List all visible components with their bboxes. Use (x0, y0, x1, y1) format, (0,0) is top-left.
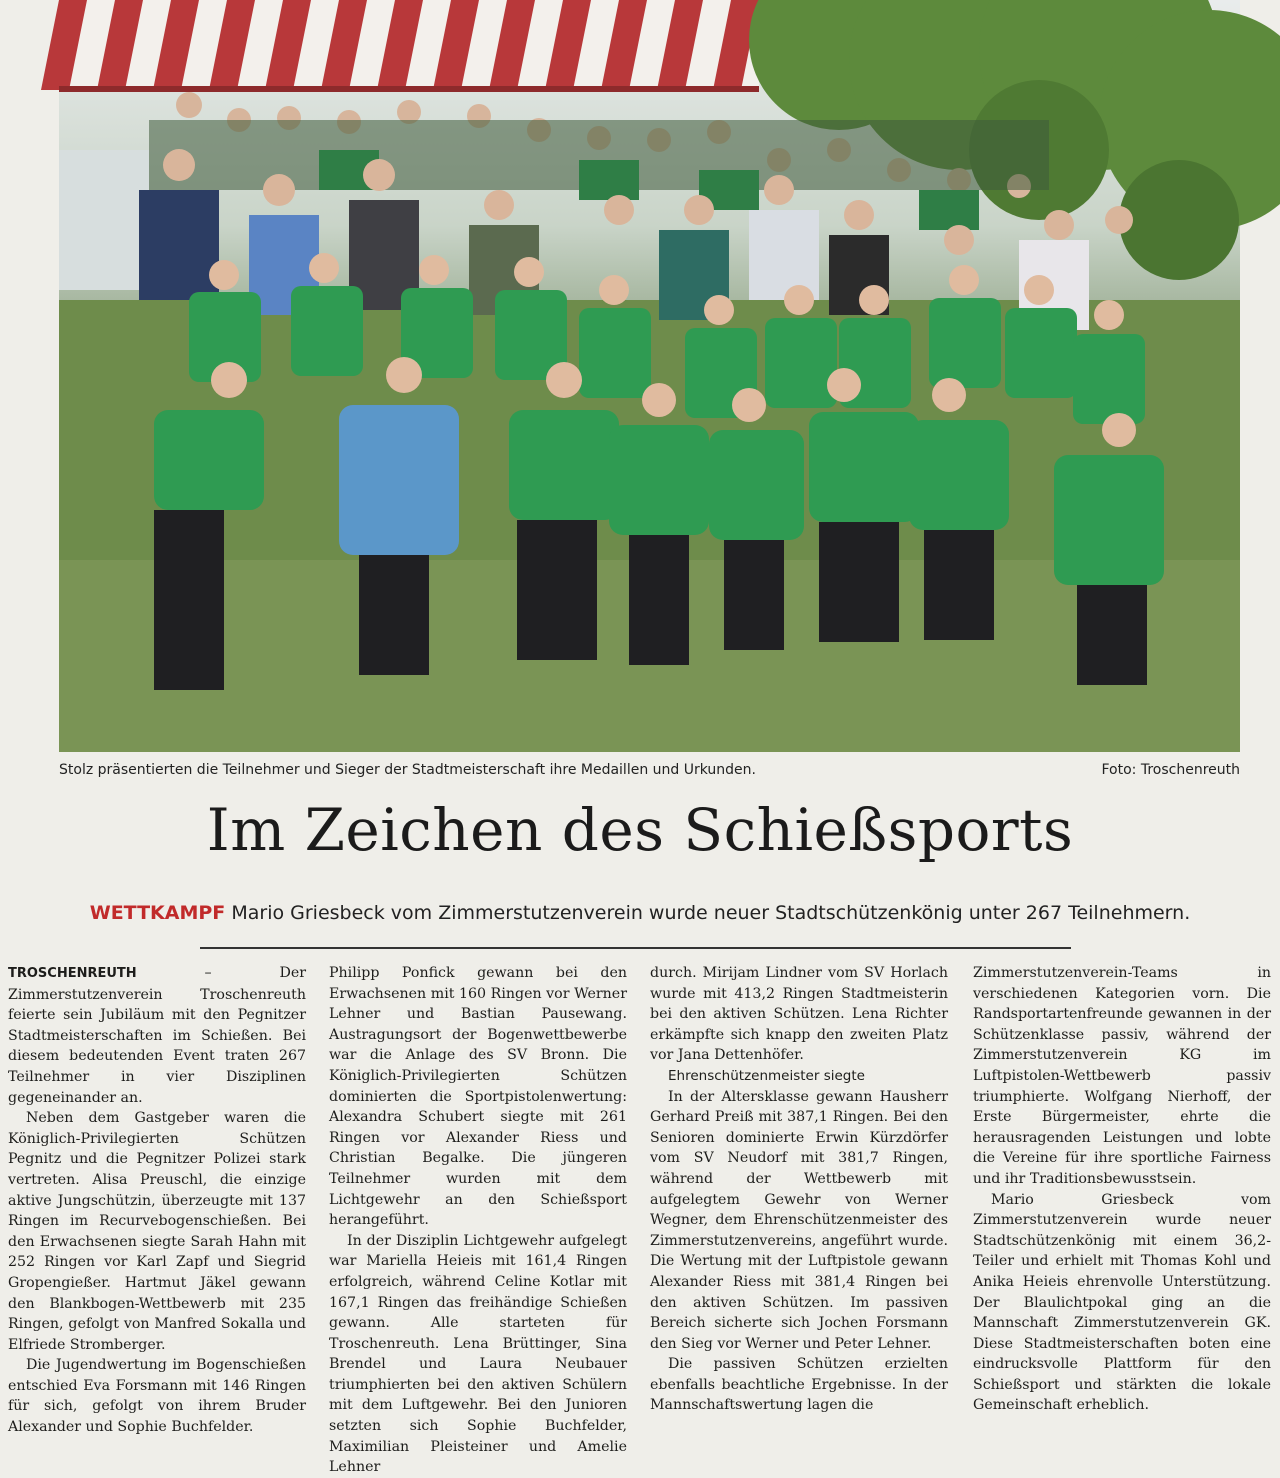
group-photo (59, 0, 1240, 752)
article-subheadline: Mario Griesbeck vom Zimmerstutzenverein wurde neuer Stadtschützenkönig unter 267 Teilnehmern. (231, 902, 1191, 924)
photo-caption-bar (59, 760, 1240, 782)
tent (59, 150, 149, 290)
photo-credit: Foto: Troschenreuth (1101, 762, 1240, 778)
article-column-1 (8, 963, 306, 1453)
photo-caption: Stolz präsentierten die Teilnehmer und Sieger der Stadtmeisterschaft ihre Medaillen und Urkunden. (59, 762, 756, 778)
article-column-3 (650, 963, 948, 1453)
col1-paragraph-1: – Der Zimmerstutzenverein Troschenreuth feierte sein Jubiläum mit den Pegnitzer Stadtmeisterschaften im Schießen. Bei diesem bedeutenden Event traten 267 Teilnehmer in vier Disziplinen gegeneinander an. (8, 965, 306, 1106)
article-column-4 (973, 963, 1271, 1453)
headline-divider (200, 947, 1071, 949)
col2-paragraph-2: In der Disziplin Lichtgewehr aufgelegt war Mariella Heieis mit 161,4 Ringen erfolgreich, während Celine Kotlar mit 167,1 Ringen das freihändige Schießen gewann. Alle starteten für Troschenreuth. Lena Brüttinger, Sina Brendel und Laura Neubauer triumphierten bei den aktiven Schülern mit dem Luftgewehr. Bei den Junioren setzten sich Sophie Buchfelder, Maximilian Pleisteiner und Amelie Lehner (329, 1232, 627, 1476)
awning (41, 0, 759, 92)
col3-paragraph-1: durch. Mirijam Lindner vom SV Horlach wurde mit 413,2 Ringen Stadtmeisterin bei den aktiven Schützen. Lena Richter erkämpfte sich knapp den zweiten Platz vor Jana Dettenhöfer. (650, 965, 948, 1064)
col1-paragraph-3: Die Jugendwertung im Bogenschießen entschied Eva Forsmann mit 146 Ringen für sich, gefolgt von ihrem Bruder Alexander und Sophie Buchfelder. (8, 1357, 306, 1436)
group-photo-illustration (59, 0, 1240, 752)
col4-paragraph-2: Mario Griesbeck vom Zimmerstutzenverein wurde neuer Stadtschützenkönig mit einem 36,2-Teiler und erhielt mit Thomas Kohl und Anika Heieis ehrenvolle Unterstützung. Der Blaulichtpokal ging an die Mannschaft Zimmerstutzenverein GK. Diese Stadtmeisterschaften boten eine eindrucksvolle Plattform für den Schießsport und stärkten die lokale Gemeinschaft erheblich. (973, 1191, 1271, 1414)
article-kicker: WETTKAMPF (89, 902, 226, 924)
col3-paragraph-2: In der Altersklasse gewann Hausherr Gerhard Preiß mit 387,1 Ringen. Bei den Senioren dominierte Erwin Kürzdörfer vom SV Neudorf mit 381,7 Ringen, während der Wettbewerb mit aufgelegtem Gewehr von Werner Wegner, dem Ehrenschützenmeister des Zimmerstutzenvereins, angeführt wurde. Die Wertung mit der Luftpistole gewann Alexander Riess mit 381,4 Ringen bei den aktiven Schützen. Im passiven Bereich sicherte sich Jochen Forsmann den Sieg vor Werner und Peter Lehner. (650, 1088, 948, 1352)
article-headline: Im Zeichen des Schießsports (206, 796, 1074, 864)
article-column-2 (329, 963, 627, 1476)
article-subheadline-line (0, 902, 1280, 924)
article-dateline: TROSCHENREUTH (8, 966, 137, 981)
col2-paragraph-1: Philipp Ponfick gewann bei den Erwachsenen mit 160 Ringen vor Werner Lehner und Bastian Pausewang. Austragungsort der Bogenwettbewerbe war die Anlage des SV Bronn. Die Königlich-Privilegierten Schützen dominierten die Sportpistolenwertung: Alexandra Schubert siegte mit 261 Ringen vor Alexander Riess und Christian Begalke. Die jüngeren Teilnehmer wurden mit dem Lichtgewehr an den Schießsport herangeführt. (329, 965, 627, 1229)
col3-paragraph-3: Die passiven Schützen erzielten ebenfalls beachtliche Ergebnisse. In der Mannschaftswertung lagen die (650, 1356, 948, 1414)
col1-paragraph-2: Neben dem Gastgeber waren die Königlich-Privilegierten Schützen Pegnitz und die Pegnitzer Polizei stark vertreten. Alisa Preuschl, die einzige aktive Jungschützin, überzeugte mit 137 Ringen im Recurvebogenschießen. Bei den Erwachsenen siegte Sarah Hahn mit 252 Ringen vor Karl Zapf und Siegrid Gropengießer. Hartmut Jäkel gewann den Blankbogen-Wettbewerb mit 235 Ringen, gefolgt von Manfred Sokalla und Elfriede Stromberger. (8, 1110, 306, 1353)
col4-paragraph-1: Zimmerstutzenverein-Teams in verschiedenen Kategorien vorn. Die Randsportartenfreunde gewannen in der Schützenklasse passiv, während der Zimmerstutzenverein KG im Luftpistolen-Wettbewerb passiv triumphierte. Wolfgang Nierhoff, der Erste Bürgermeister, ehrte die herausragenden Leistungen und lobte die Vereine für ihre sportliche Fairness und ihr Traditionsbewusstsein. (973, 965, 1271, 1187)
col3-subheading: Ehrenschützenmeister siegte (668, 1067, 865, 1084)
